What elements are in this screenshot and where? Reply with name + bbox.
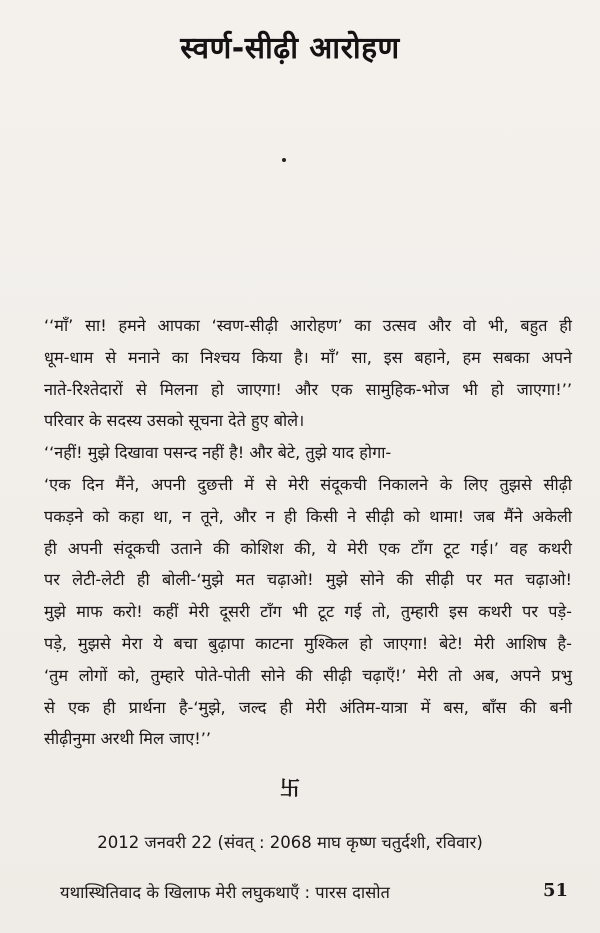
footer-book-title: यथास्थितिवाद के खिलाफ मेरी लघुकथाएँ : पारस दासोत <box>60 883 390 902</box>
body-line: धूम-धाम से मनाने का निश्चय किया है। माँ’ सा, इस बहाने, हम सबका अपने <box>44 347 572 367</box>
body-line: ‘‘माँ’ सा! हमने आपका ‘स्वण-सीढ़ी आरोहण’ का उत्सव और वो भी, बहुत ही <box>44 316 572 335</box>
body-line: परिवार के सदस्य उसको सूचना देते हुए बोले। <box>44 411 305 431</box>
story-body <box>44 310 572 755</box>
date-line: 2012 जनवरी 22 (संवत् : 2068 माघ कृष्ण चतुर्दशी, रविवार) <box>97 833 483 852</box>
decorative-dot <box>282 158 286 162</box>
body-line: पकड़ने को कहा था, न तूने, और न ही किसी ने सीढ़ी को थामा! जब मैंने अकेली <box>44 506 572 526</box>
body-line: से एक ही प्रार्थना है-‘मुझे, जल्द ही मेरी अंतिम-यात्रा में बस, बाँस की बनी <box>44 697 572 717</box>
body-line: ‘‘नहीं! मुझे दिखावा पसन्द नहीं है! और बेटे, तुझे याद होगा- <box>44 443 392 463</box>
body-line: ‘एक दिन मैंने, अपनी दुछत्ती में से मेरी संदूकची निकालने के लिए तुझसे सीढ़ी <box>44 474 572 494</box>
body-line: ही अपनी संदूकची उताने की कोशिश की, ये मेरी एक टाँग टूट गई।’ वह कथरी <box>44 538 572 558</box>
page-title: स्वर्ण-सीढ़ी आरोहण <box>180 31 400 66</box>
page-number: 51 <box>543 880 569 901</box>
body-line: सीढ़ीनुमा अरथी मिल जाए!’’ <box>44 729 212 749</box>
body-line: पर लेटी-लेटी ही बोली-‘मुझे मत चढ़ाओ! मुझे सोने की सीढ़ी पर मत चढ़ाओ! <box>44 570 572 590</box>
body-line: मुझे माफ करो! कहीं मेरी दूसरी टाँग भी टूट गई तो, तुम्हारी इस कथरी पर पड़े- <box>44 602 572 622</box>
section-separator-symbol: 卐 <box>280 776 300 800</box>
body-line: नाते-रिश्तेदारों से मिलना हो जाएगा! और एक सामुहिक-भोज भी हो जाएगा!’’ <box>44 379 572 399</box>
body-line: पड़े, मुझसे मेरा ये बचा बुढ़ापा काटना मुश्किल हो जाएगा! बेटे! मेरी आशिष है- <box>44 633 572 653</box>
body-line: ‘तुम लोगों को, तुम्हारे पोते-पोती सोने की सीढ़ी चढ़ाएँ!’ मेरी तो अब, अपने प्रभु <box>44 665 572 685</box>
